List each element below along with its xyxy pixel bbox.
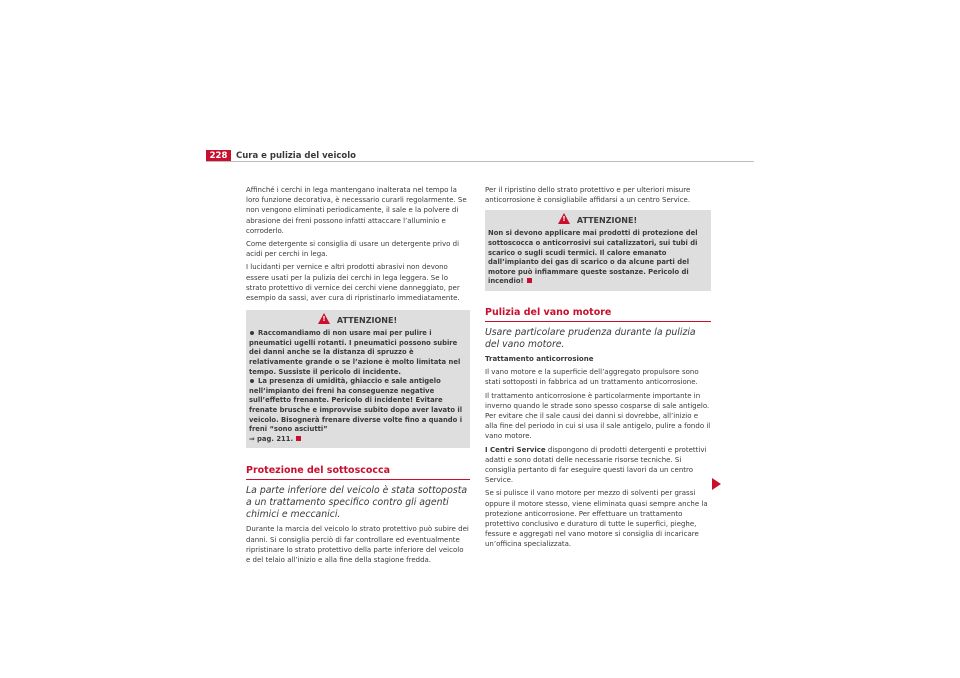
continue-arrow-icon <box>712 478 721 490</box>
left-paragraph-2: Come detergente si consiglia di usare un detergente privo di acidi per cerchi in lega. <box>246 240 460 259</box>
warning-triangle-icon <box>558 213 570 224</box>
bullet-icon <box>250 379 254 383</box>
end-mark-icon <box>296 436 301 441</box>
section-underbody <box>246 465 470 565</box>
running-title: Cura e pulizia del veicolo <box>236 151 356 161</box>
warning-text: Non si devono applicare mai prodotti di protezione del sottoscocca o anticorrosivi sui catalizzatori, sui tubi di scarico o sugli scudi termici. Il calore emanato dall’impianto dei gas di scarico o da alcune parti del motore può infiammare queste sostanze. Pericolo di incendio! <box>488 229 698 286</box>
section-intro-engine-bay: Usare particolare prudenza durante la pulizia del vano motore. <box>485 326 696 350</box>
end-mark-icon <box>527 278 532 283</box>
section-engine-bay <box>485 307 711 550</box>
warning-item-2 <box>249 377 466 444</box>
section-intro-underbody: La parte inferiore del veicolo è stata sottoposta a un trattamento specifico contro gli agenti chimici e meccanici. <box>246 485 468 521</box>
engine-paragraph-4: Se si pulisce il vano motore per mezzo di solventi per grassi oppure il motore stesso, viene eliminata quasi sempre anche la protezione anticorrosione. Per effettuare un trattamento protettivo conclusivo e duraturo di tutte le superfici, pieghe, fessure e aggregati nel vano motore si consiglia di incaricare un’officina specializzata. <box>485 489 708 549</box>
page-reference-link[interactable]: ⇒ pag. 211. <box>249 434 294 443</box>
warning-triangle-icon <box>318 313 330 324</box>
warning-box-wheels <box>246 310 470 448</box>
engine-paragraph-3: I Centri Service dispongono di prodotti detergenti e protettivi adatti e sono dotati delle necessarie risorse tecniche. Si consiglia pertanto di far eseguire questi lavori da un centro Service. <box>485 445 707 485</box>
section-title-underbody: Protezione del sottoscocca <box>246 465 470 480</box>
section-body-underbody: Durante la marcia del veicolo lo strato protettivo può subire dei danni. Si consiglia perciò di far controllare ed eventualmente ripristinare lo strato protettivo della parte inferiore del veicolo e del telaio all’inizio e alla fine della stagione fredda. <box>246 525 469 564</box>
engine-paragraph-1: Il vano motore e la superficie dell’aggregato propulsore sono stati sottoposti in fabbrica ad un trattamento anticorrosione. <box>485 368 699 387</box>
right-paragraph-1: Per il ripristino dello strato protettivo e per ulteriori misure anticorrosione è consigliabile affidarsi a un centro Service. <box>485 186 691 205</box>
page-number: 228 <box>206 150 231 162</box>
warning-title: ATTENZIONE! <box>336 316 398 326</box>
warning-heading <box>488 213 707 227</box>
left-column <box>246 185 470 568</box>
warning-item-1 <box>249 329 466 377</box>
section-title-engine-bay: Pulizia del vano motore <box>485 307 711 322</box>
left-paragraph-1: Affinché i cerchi in lega mantengano inalterata nel tempo la loro funzione decorativa, è necessario curarli regolarmente. Se non vengono eliminati periodicamente, il sale e la polvere di abrasione dei freni possono infatti attaccare l’alluminio e corroderlo. <box>246 186 467 235</box>
header-divider <box>206 161 754 162</box>
engine-paragraph-2: Il trattamento anticorrosione è particolarmente importante in inverno quando le strade sono spesso cosparse di sale antigelo. Per evitare che il sale causi dei danni si dovrebbe, all’inizio e alla fine del periodo in cui si usa il sale antigelo, pulire a fondo il vano motore. <box>485 391 711 441</box>
right-column <box>485 185 711 553</box>
service-centers-bold: I Centri Service <box>485 445 546 454</box>
warning-item-1-text: Raccomandiamo di non usare mai per pulire i pneumatici ugelli rotanti. I pneumatici possono subire dei danni anche se la distanza di spruzzo è relativamente grande o se l’azione è molto limitata nel tempo. Sussiste il pericolo di incidente. <box>249 329 461 376</box>
warning-box-underbody <box>485 210 711 291</box>
left-paragraph-3: I lucidanti per vernice e altri prodotti abrasivi non devono essere usati per la pulizia dei cerchi in lega leggera. Se lo strato protettivo di vernice dei cerchi viene danneggiato, per esempio da sassi, aver cura di ripristinarlo immediatamente. <box>246 263 460 303</box>
warning-item-2-text: La presenza di umidità, ghiaccio e sale antigelo nell’impianto dei freni ha conseguenze negative sull’effetto frenante. Pericolo di incidente! Evitare frenate brusche e improvvise subito dopo aver lavato il veicolo. Bisognerà frenare diverse volte fino a quando i freni “sono asciutti” <box>249 377 463 434</box>
bullet-icon <box>250 331 254 335</box>
warning-title: ATTENZIONE! <box>576 216 638 226</box>
warning-heading <box>249 313 466 327</box>
subheading-anticorrosion: Trattamento anticorrosione <box>485 354 594 363</box>
